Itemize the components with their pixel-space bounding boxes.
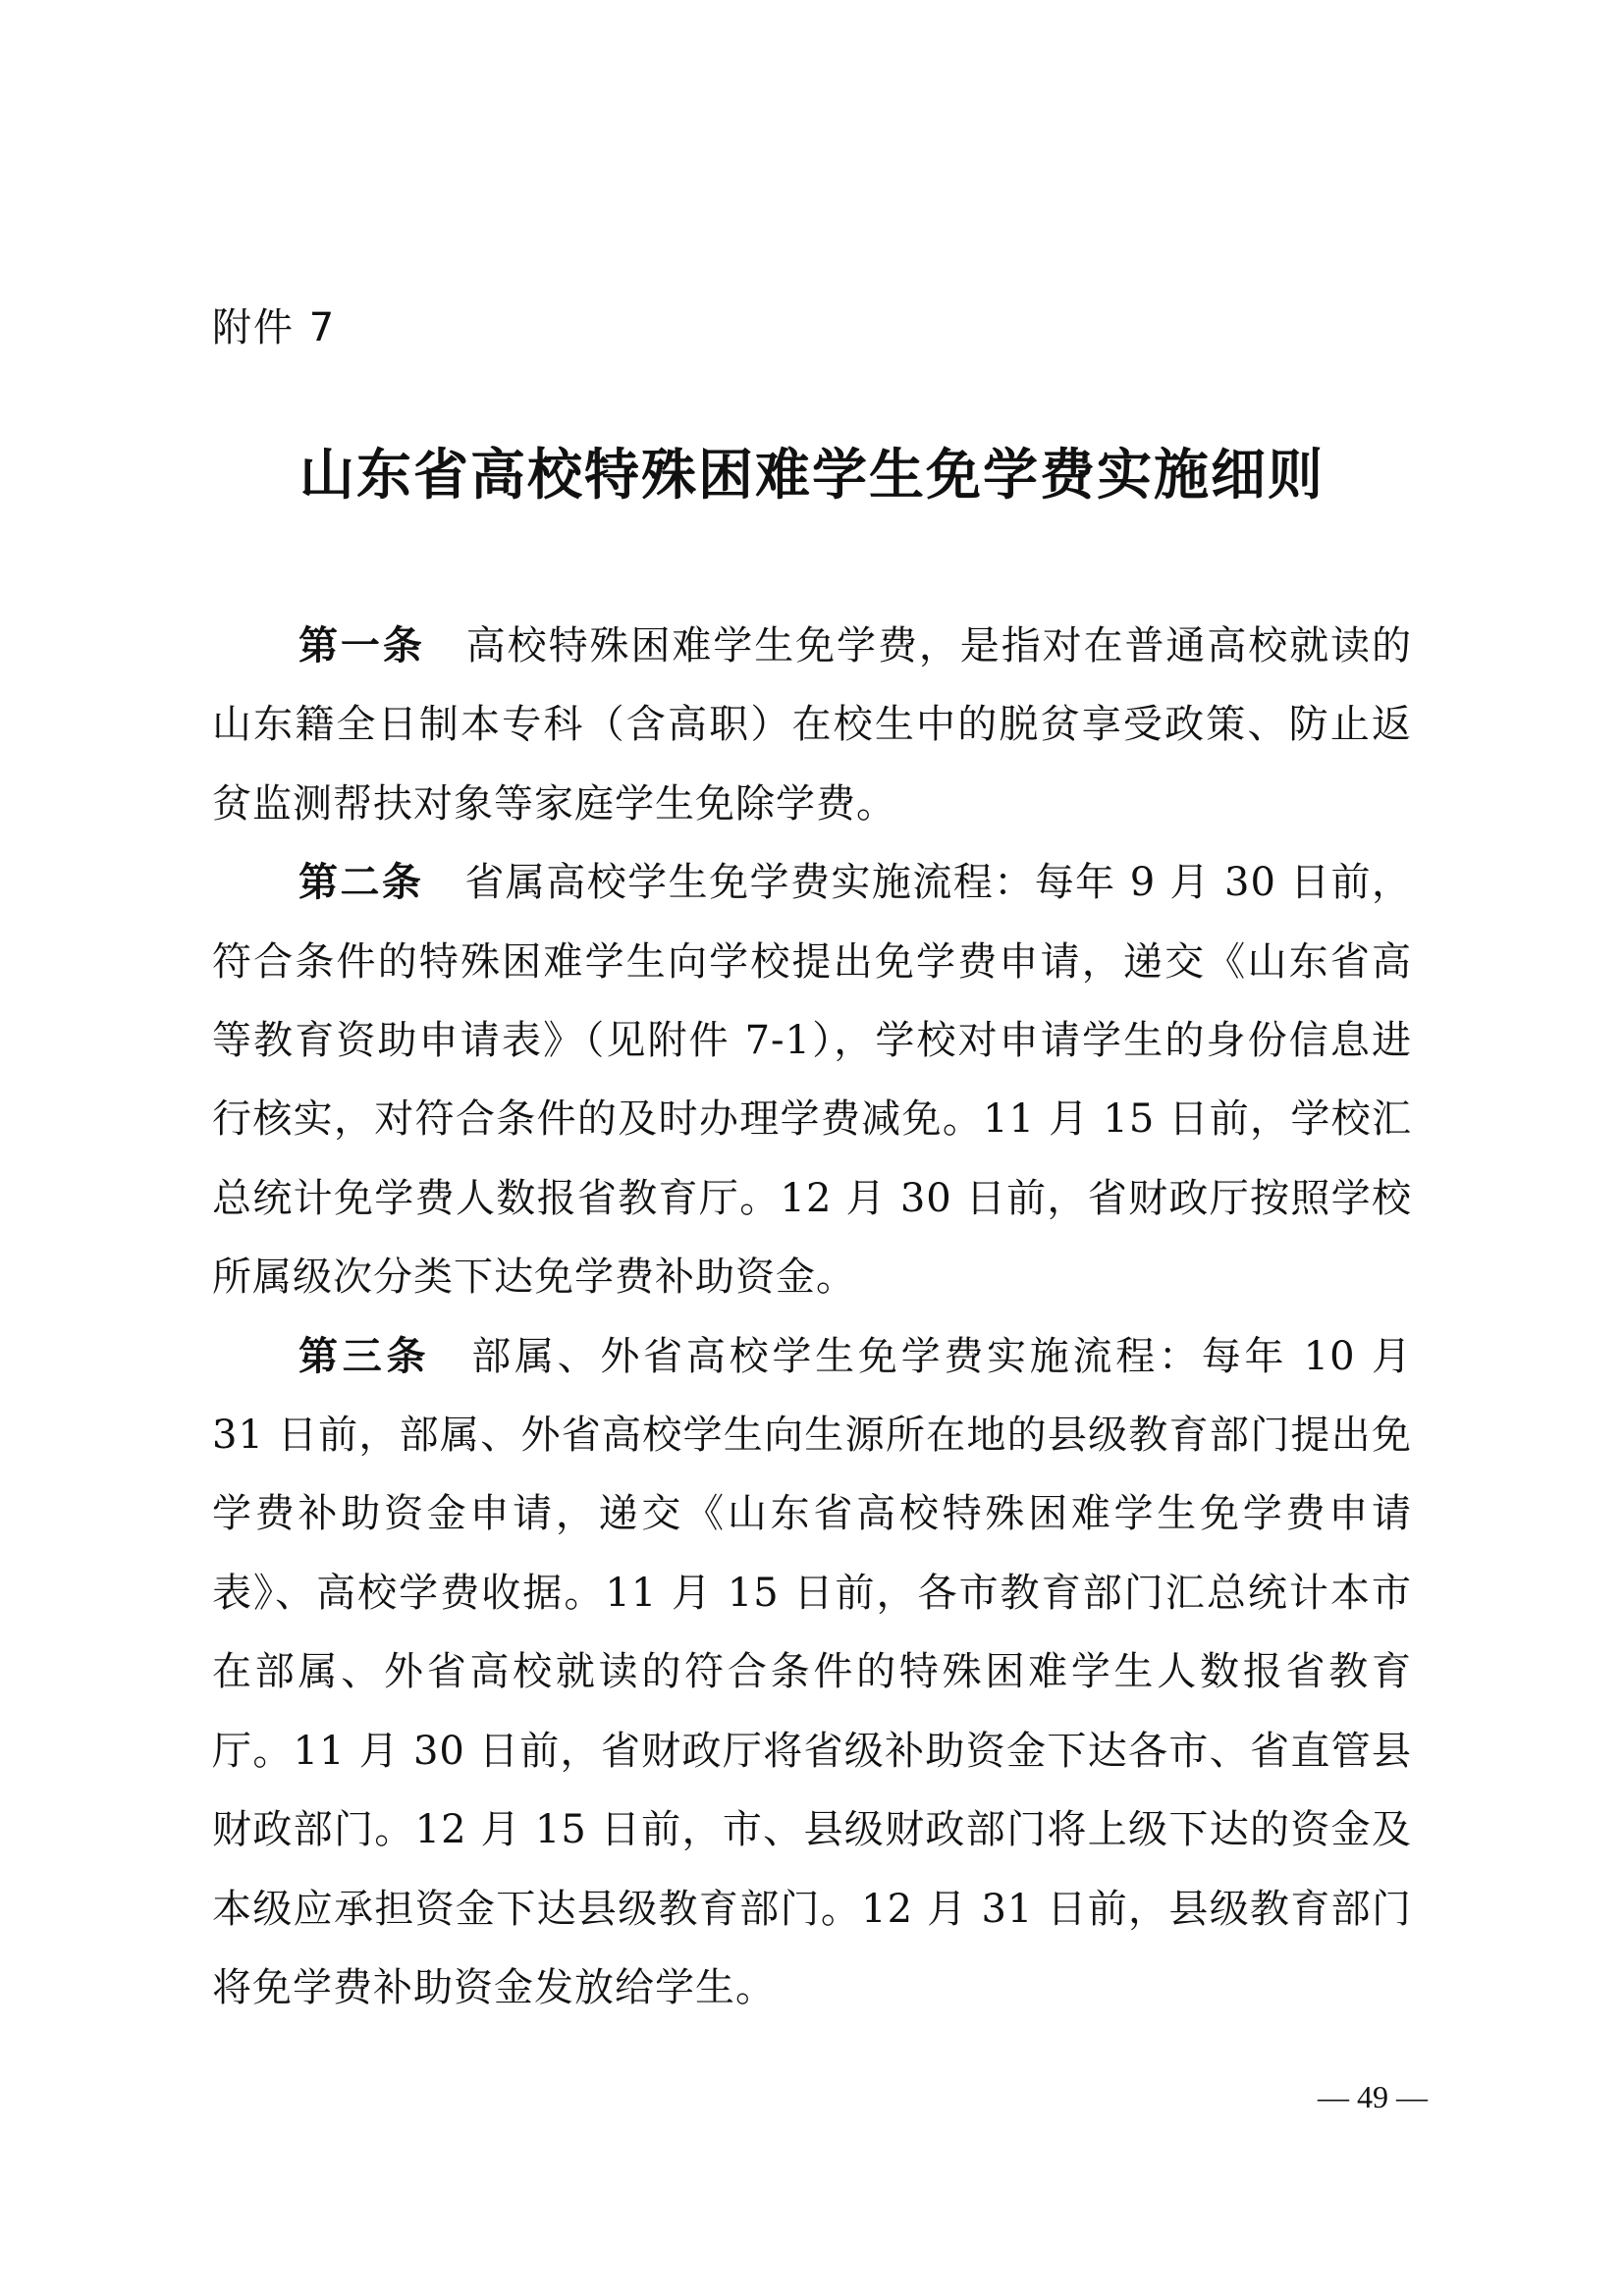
attachment-label: 附件 7 — [212, 305, 337, 350]
article-3 — [212, 1317, 1412, 2028]
article-heading: 第一条 — [298, 623, 425, 668]
page-number: — 49 — — [1318, 2079, 1428, 2114]
article-heading: 第二条 — [298, 860, 424, 906]
article-heading: 第三条 — [298, 1333, 431, 1379]
document-title: 山东省高校特殊困难学生免学费实施细则 — [299, 443, 1325, 507]
article-2 — [212, 843, 1412, 1316]
article-text: 省属高校学生免学费实施流程：每年 9 月 30 日前，符合条件的特殊困难学生向学校提出免学费申请，递交《山东省高等教育资助申请表》（见附件 7-1），学校对申请学生的身份信息进行核实，对符合条件的及时办理学费减免。11 月 15 日前，学校汇总统计免学费人数报省教育厅。12 月 30 日前，省财政厅按照学校所属级次分类下达免学费补助资金。 — [212, 860, 1412, 1301]
document-body — [212, 607, 1412, 2027]
article-text: 高校特殊困难学生免学费，是指对在普通高校就读的山东籍全日制本专科（含高职）在校生中的脱贫享受政策、防止返贫监测帮扶对象等家庭学生免除学费。 — [212, 623, 1413, 827]
article-text: 部属、外省高校学生免学费实施流程：每年 10 月 31 日前，部属、外省高校学生向生源所在地的县级教育部门提出免学费补助资金申请，递交《山东省高校特殊困难学生免学费申请表》、高校学费收据。11 月 15 日前，各市教育部门汇总统计本市在部属、外省高校就读的符合条件的特殊困难学生人数报省教育厅。11 月 30 日前，省财政厅将省级补助资金下达各市、省直管县财政部门。12 月 15 日前，市、县级财政部门将上级下达的资金及本级应承担资金下达县级教育部门。12 月 31 日前，县级教育部门将免学费补助资金发放给学生。 — [212, 1333, 1413, 2010]
article-1 — [212, 607, 1412, 843]
